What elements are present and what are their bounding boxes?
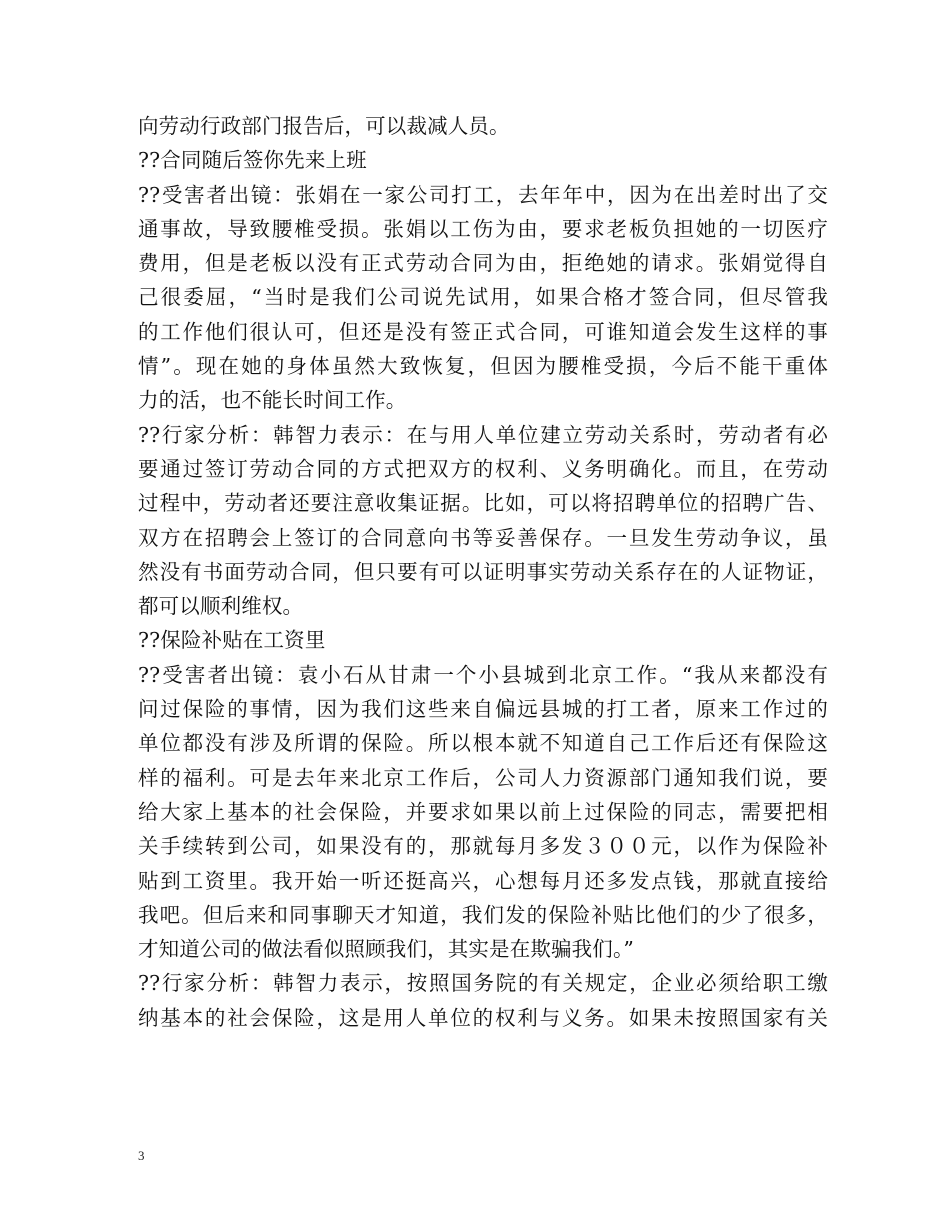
text-line: 才知道公司的做法看似照顾我们，其实是在欺骗我们。” (138, 937, 634, 962)
text-line: ??受害者出镜：袁小石从甘肃一个小县城到北京工作。“我从来都没有 (138, 662, 828, 687)
section-heading: ??保险补贴在工资里 (138, 628, 326, 653)
text-line: 费用，但是老板以没有正式劳动合同为由，拒绝她的请求。张娟觉得自 (138, 251, 828, 276)
body-text (138, 109, 828, 1035)
text-line: 然没有书面劳动合同，但只要有可以证明事实劳动关系存在的人证物证， (138, 559, 828, 584)
text-line: 要通过签订劳动合同的方式把双方的权利、义务明确化。而且，在劳动 (138, 456, 828, 481)
text-line: ??行家分析：韩智力表示，按照国务院的有关规定，企业必须给职工缴 (138, 971, 828, 996)
text-line: 我吧。但后来和同事聊天才知道，我们发的保险补贴比他们的少了很多， (138, 902, 828, 927)
text-line: 情”。现在她的身体虽然大致恢复，但因为腰椎受损，今后不能干重体 (138, 354, 828, 379)
text-line: 双方在招聘会上签订的合同意向书等妥善保存。一旦发生劳动争议，虽 (138, 525, 828, 550)
text-line: 问过保险的事情，因为我们这些来自偏远县城的打工者，原来工作过的 (138, 697, 828, 722)
text-line: 单位都没有涉及所谓的保险。所以根本就不知道自己工作后还有保险这 (138, 731, 828, 756)
text-line: 贴到工资里。我开始一听还挺高兴，心想每月还多发点钱，那就直接给 (138, 868, 828, 893)
text-line: 都可以顺利维权。 (138, 594, 304, 619)
text-line: 给大家上基本的社会保险，并要求如果以前上过保险的同志，需要把相 (138, 799, 828, 824)
text-line: 纳基本的社会保险，这是用人单位的权利与义务。如果未按照国家有关 (138, 1005, 828, 1030)
text-line: 向劳动行政部门报告后，可以裁减人员。 (138, 114, 510, 138)
text-line: 关手续转到公司，如果没有的，那就每月多发３００元，以作为保险补 (138, 834, 828, 859)
text-line: 通事故，导致腰椎受损。张娟以工伤为由，要求老板负担她的一切医疗 (138, 216, 828, 241)
text-line: 样的福利。可是去年来北京工作后，公司人力资源部门通知我们说，要 (138, 765, 828, 790)
text-line: 过程中，劳动者还要注意收集证据。比如，可以将招聘单位的招聘广告、 (138, 491, 828, 516)
text-line: 的工作他们很认可，但还是没有签正式合同，可谁知道会发生这样的事 (138, 319, 828, 344)
section-heading: ??合同随后签你先来上班 (138, 148, 367, 173)
text-line: ??行家分析：韩智力表示：在与用人单位建立劳动关系时，劳动者有必 (138, 422, 828, 447)
text-line: 力的活，也不能长时间工作。 (138, 388, 407, 413)
page-number: 3 (138, 1148, 145, 1163)
text-line: 己很委屈，“当时是我们公司说先试用，如果合格才签合同，但尽管我 (138, 285, 828, 310)
text-line: ??受害者出镜：张娟在一家公司打工，去年年中，因为在出差时出了交 (138, 182, 828, 207)
